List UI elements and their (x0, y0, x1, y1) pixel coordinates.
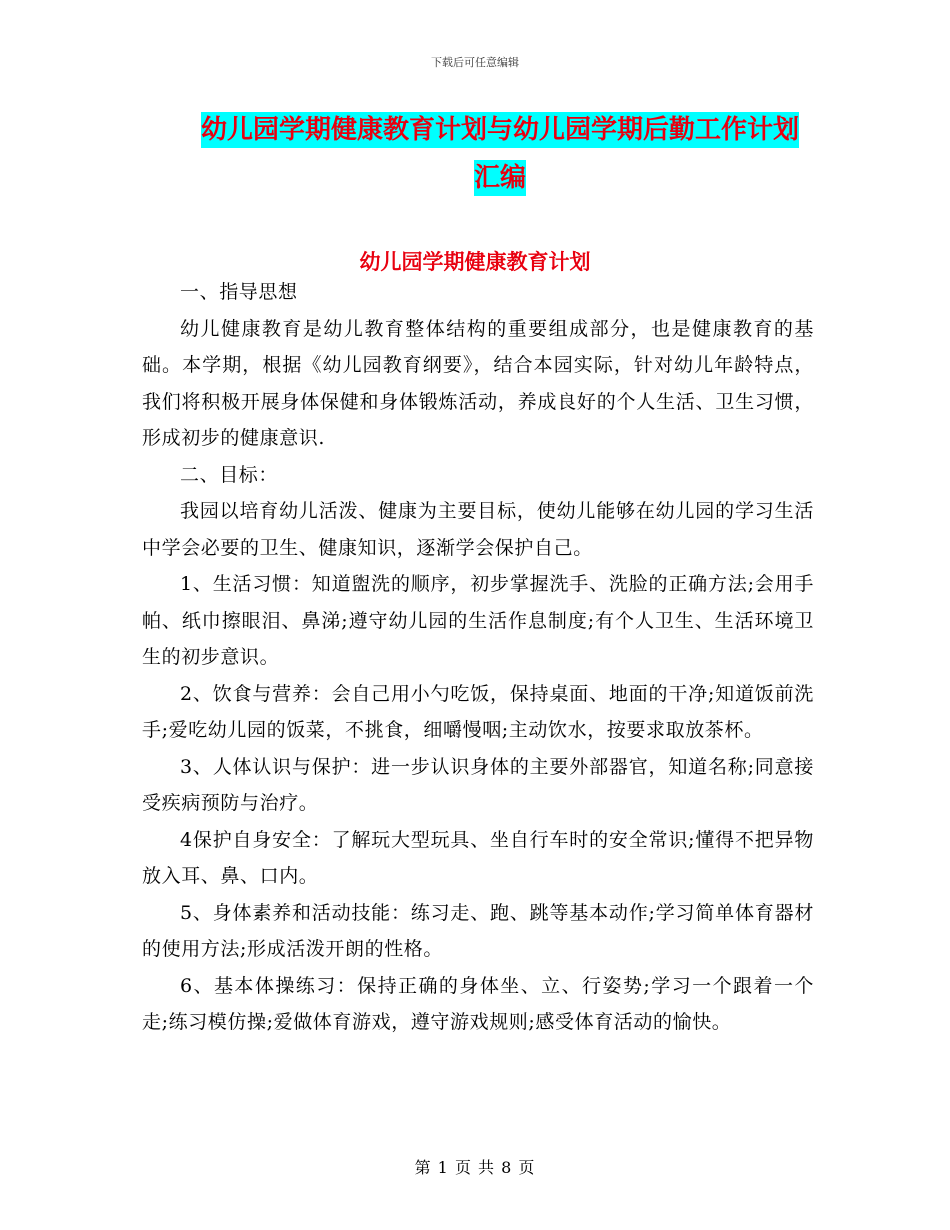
body-text (142, 274, 814, 1041)
title-line-1: 幼儿园学期健康教育计划与幼儿园学期后勤工作计划 (201, 112, 799, 148)
paragraph-item-3: 3、人体认识与保护：进一步认识身体的主要外部器官，知道名称;同意接受疾病预防与治疗。 (142, 755, 814, 814)
document-title (150, 106, 850, 202)
header-note: 下载后可任意编辑 (431, 56, 519, 69)
title-line-2: 汇编 (474, 160, 526, 196)
heading-guiding-ideology: 一、指导思想 (180, 281, 298, 303)
paragraph-item-4: 4保护自身安全：了解玩大型玩具、坐自行车时的安全常识;懂得不把异物放入耳、鼻、口内。 (142, 828, 814, 887)
page-footer: 第 1 页 共 8 页 (414, 1158, 536, 1177)
paragraph-goals: 我园以培育幼儿活泼、健康为主要目标，使幼儿能够在幼儿园的学习生活中学会必要的卫生、健康知识，逐渐学会保护自己。 (142, 500, 814, 559)
paragraph-item-5: 5、身体素养和活动技能：练习走、跑、跳等基本动作;学习简单体育器材的使用方法;形成活泼开朗的性格。 (142, 901, 814, 960)
paragraph-item-6: 6、基本体操练习：保持正确的身体坐、立、行姿势;学习一个跟着一个走;练习模仿操;爱做体育游戏，遵守游戏规则;感受体育活动的愉快。 (142, 974, 814, 1033)
paragraph-item-1: 1、生活习惯：知道盥洗的顺序，初步掌握洗手、洗脸的正确方法;会用手帕、纸巾擦眼泪、鼻涕;遵守幼儿园的生活作息制度;有个人卫生、生活环境卫生的初步意识。 (142, 573, 814, 668)
section-title: 幼儿园学期健康教育计划 (359, 250, 591, 274)
paragraph-item-2: 2、饮食与营养：会自己用小勺吃饭，保持桌面、地面的干净;知道饭前洗手;爱吃幼儿园的饭菜，不挑食，细嚼慢咽;主动饮水，按要求取放茶杯。 (142, 682, 814, 741)
paragraph-intro: 幼儿健康教育是幼儿教育整体结构的重要组成部分，也是健康教育的基础。本学期，根据《幼儿园教育纲要》，结合本园实际，针对幼儿年龄特点，我们将积极开展身体保健和身体锻炼活动，养成良好的个人生活、卫生习惯，形成初步的健康意识. (142, 317, 814, 449)
heading-goals: 二、目标： (180, 463, 279, 486)
